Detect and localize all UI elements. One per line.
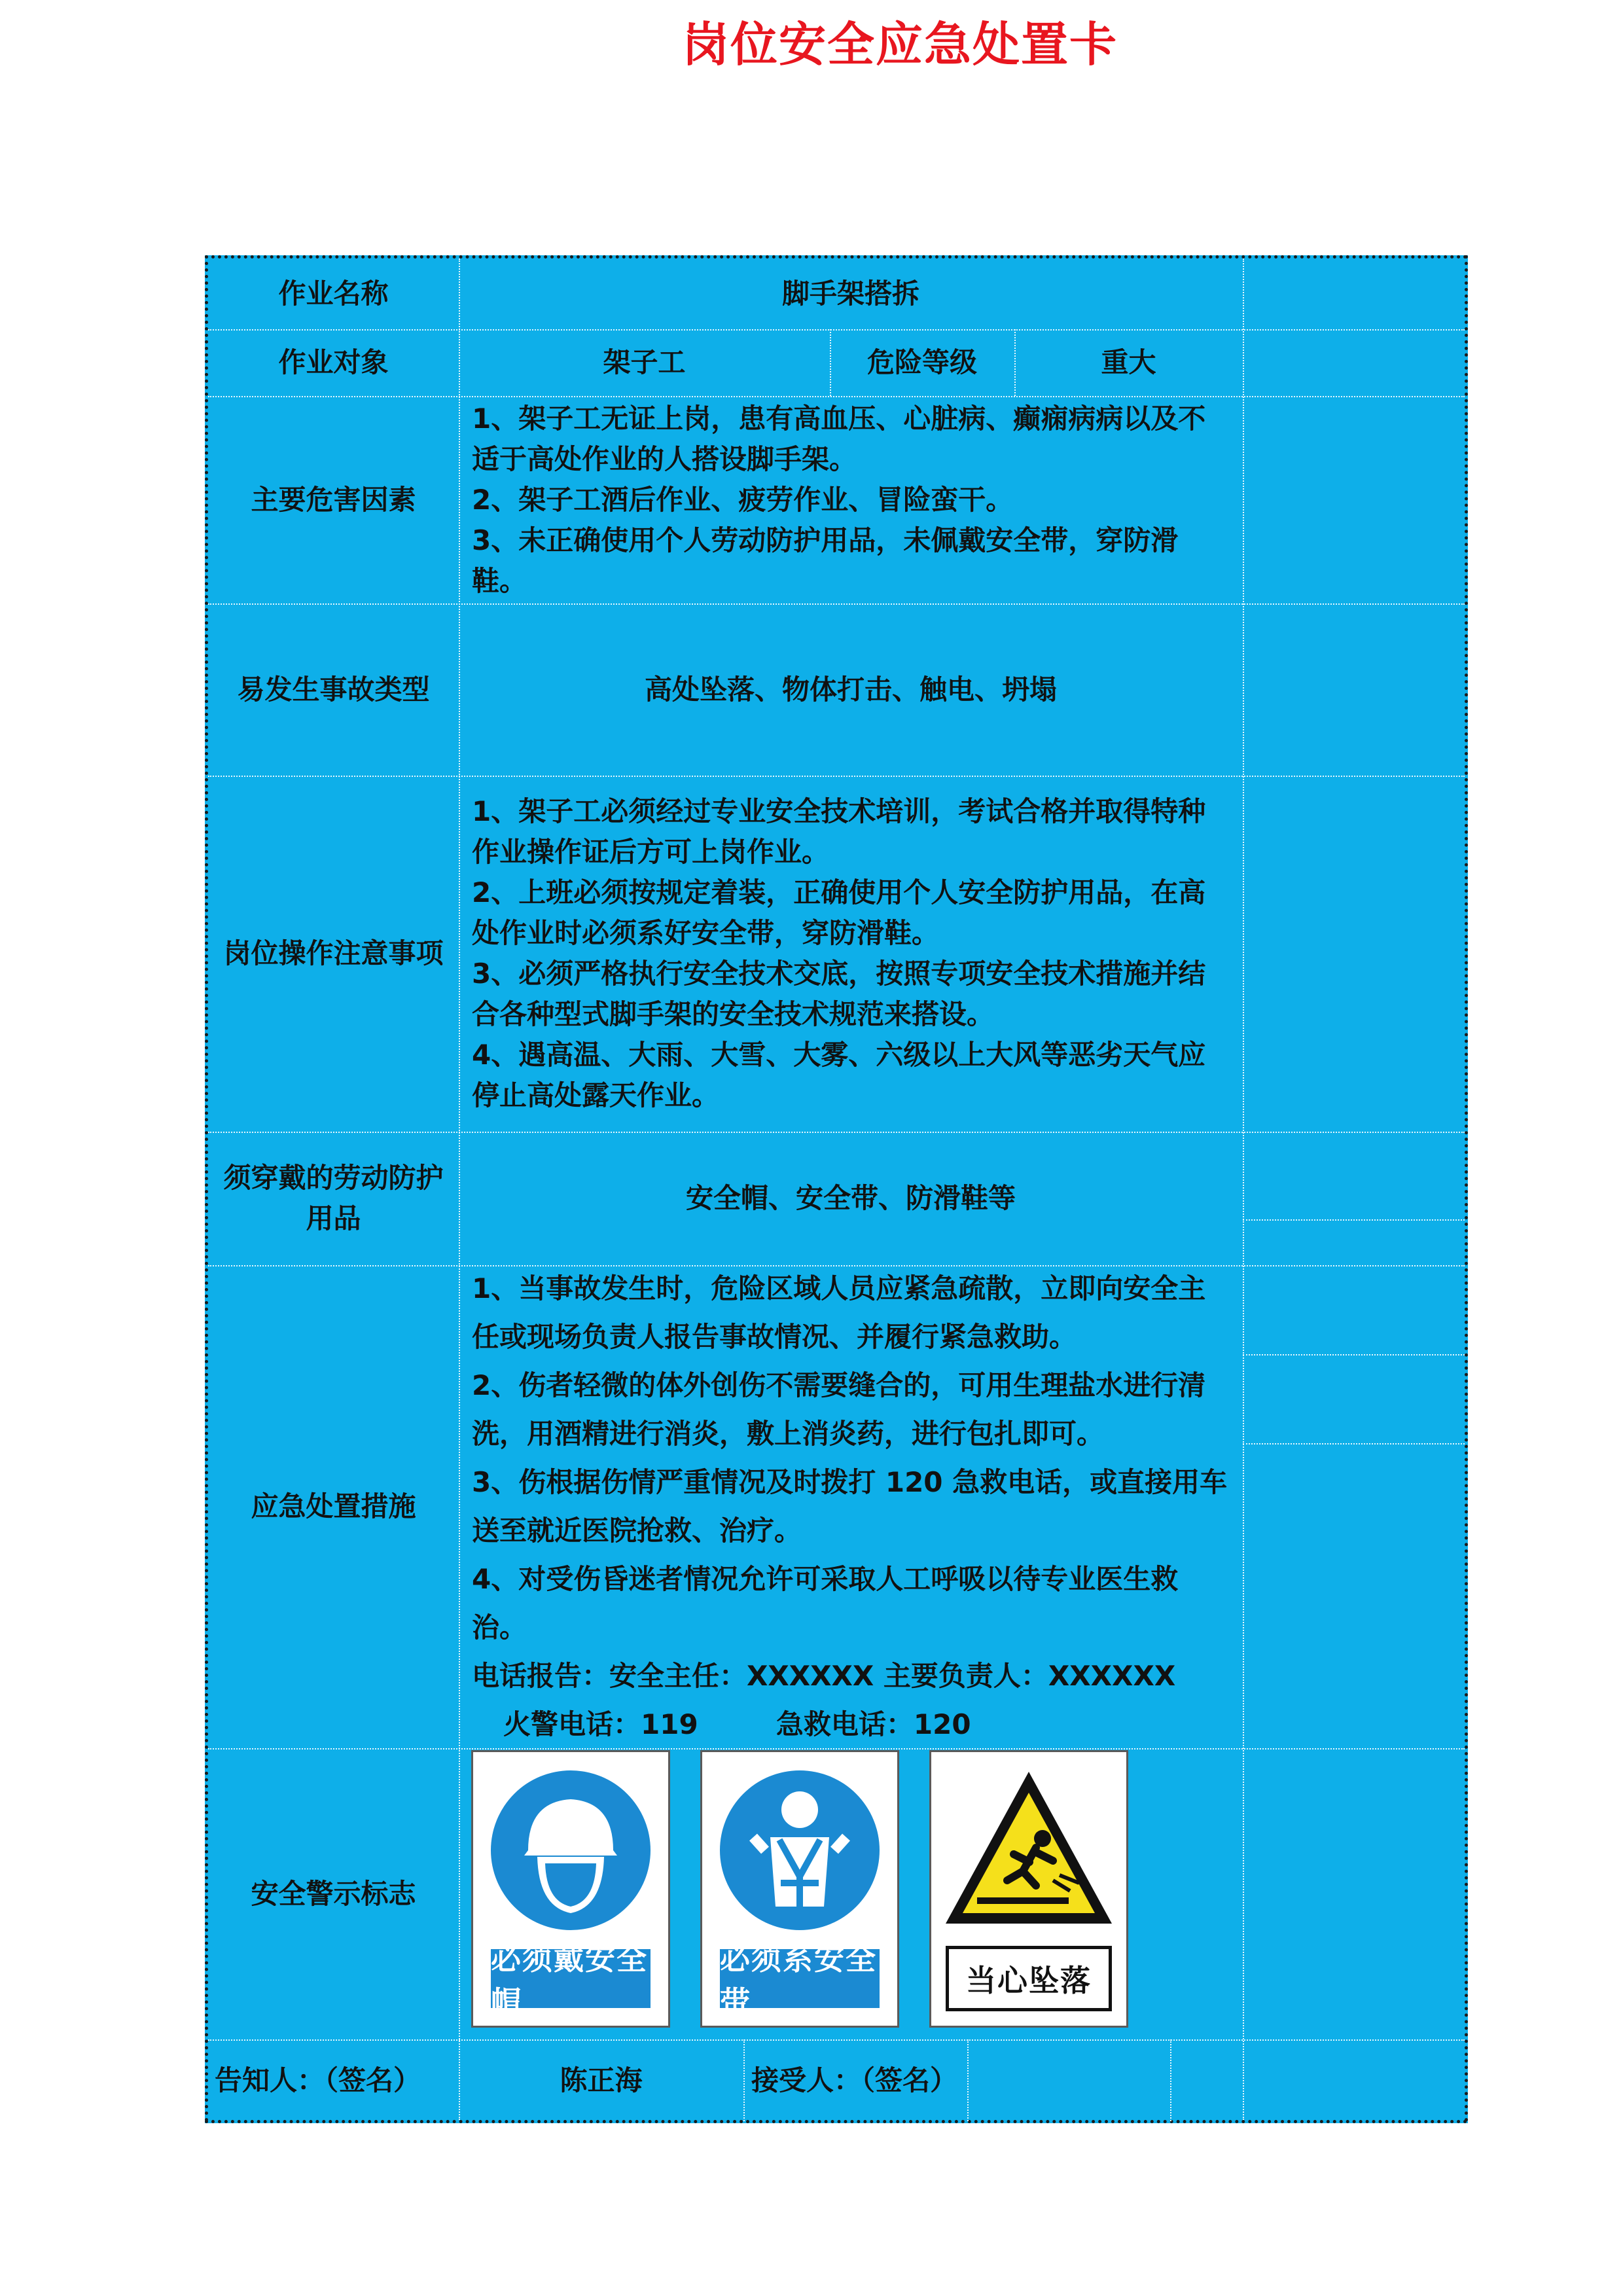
precaution-item: 3、必须严格执行安全技术交底，按照专项安全技术措施并结合各种型式脚手架的安全技术规范来搭设。	[472, 958, 1206, 1030]
sign-fall-text: 当心坠落	[946, 1946, 1112, 2011]
emergency-item: 2、伤者轻微的体外创伤不需要缝合的，可用生理盐水进行清洗，用酒精进行消炎，敷上消炎药，进行包扎即可。	[472, 1369, 1206, 1450]
fire-phone: 火警电话：119	[503, 1708, 698, 1740]
emergency-item: 1、当事故发生时，危险区域人员应紧急疏散，立即向安全主任或现场负责人报告事故情况、并履行紧急救助。	[472, 1272, 1206, 1353]
receiver-label: 接受人：（签名）	[751, 2064, 958, 2096]
hazard-item: 1、架子工无证上岗，患有高血压、心脏病、癫痫病病以及不适于高处作业的人搭设脚手架。	[472, 402, 1206, 475]
precaution-item: 2、上班必须按规定着装，正确使用个人安全防护用品，在高处作业时必须系好安全带，穿防滑鞋。	[472, 876, 1206, 949]
fall-warning-icon	[931, 1752, 1126, 1942]
risk-level-label: 危险等级	[866, 346, 977, 378]
hazard-item: 3、未正确使用个人劳动防护用品，未佩戴安全带，穿防滑鞋。	[472, 524, 1179, 597]
harness-icon	[702, 1752, 897, 1942]
precaution-item: 1、架子工必须经过专业安全技术培训，考试合格并取得特种作业操作证后方可上岗作业。	[472, 795, 1206, 868]
ppe-label	[208, 1132, 459, 1265]
hazard-item: 2、架子工酒后作业、疲劳作业、冒险蛮干。	[472, 483, 1014, 516]
precaution-item: 4、遇高温、大雨、大雪、大雾、六级以上大风等恶劣天气应停止高处露天作业。	[472, 1039, 1206, 1111]
precautions-label: 岗位操作注意事项	[223, 937, 444, 969]
emergency-item: 3、伤根据伤情严重情况及时拨打 120 急救电话，或直接用车送至就近医院抢救、治疗。	[472, 1466, 1228, 1547]
sign-helmet-text: 必须戴安全帽	[488, 1946, 654, 2011]
phone-report: 电话报告：安全主任：XXXXXX 主要负责人：XXXXXX	[472, 1660, 1176, 1692]
job-target-label: 作业对象	[278, 346, 389, 378]
sign-fall	[929, 1750, 1128, 2028]
emergency-label: 应急处置措施	[251, 1490, 416, 1522]
aid-phone: 急救电话：120	[776, 1708, 971, 1740]
sign-helmet	[471, 1750, 670, 2028]
helmet-icon	[473, 1752, 668, 1942]
signs-label: 安全警示标志	[251, 1877, 416, 1910]
accidents-value: 高处坠落、物体打击、触电、坍塌	[644, 673, 1057, 706]
job-target-value: 架子工	[603, 346, 686, 378]
emergency-item: 4、对受伤昏迷者情况允许可采取人工呼吸以待专业医生救治。	[472, 1563, 1179, 1643]
accidents-label: 易发生事故类型	[237, 673, 430, 706]
ppe-value: 安全帽、安全带、防滑鞋等	[685, 1182, 1016, 1214]
sign-harness-text: 必须系安全带	[717, 1946, 883, 2011]
risk-level-value: 重大	[1101, 346, 1156, 378]
ppe-label-line1: 须穿戴的劳动防护	[223, 1162, 444, 1194]
precautions-list	[459, 776, 1243, 1132]
notifier-name: 陈正海	[560, 2064, 643, 2096]
hazards-list	[459, 396, 1243, 603]
job-name-label: 作业名称	[278, 278, 389, 310]
ppe-label-line2: 用品	[306, 1202, 361, 1234]
job-name-value: 脚手架搭拆	[781, 278, 919, 310]
sign-harness	[700, 1750, 899, 2028]
emergency-list	[459, 1265, 1243, 1748]
notifier-label: 告知人：（签名）	[215, 2064, 421, 2096]
hazards-label: 主要危害因素	[251, 483, 416, 516]
page-title: 岗位安全应急处置卡	[681, 17, 1118, 72]
